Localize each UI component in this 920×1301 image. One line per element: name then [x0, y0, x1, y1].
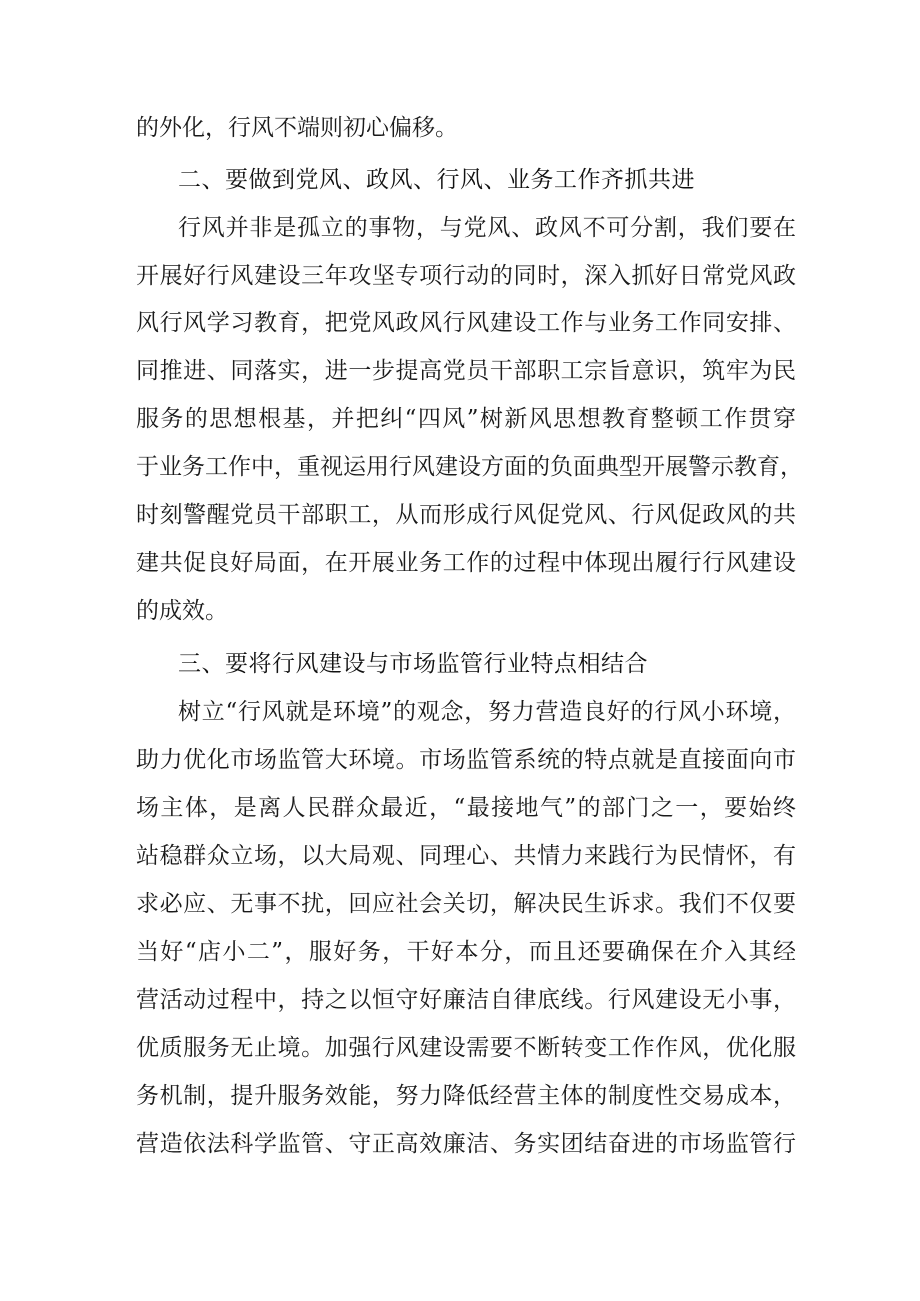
- paragraph-line: 当好“店小二”，服好务，干好本分，而且还要确保在介入其经: [136, 939, 796, 965]
- paragraph-line: 同推进、同落实，进一步提高党员干部职工宗旨意识，筑牢为民: [136, 358, 796, 384]
- section-heading: 二、要做到党风、政风、行风、业务工作齐抓共进: [178, 167, 695, 193]
- paragraph-line: 场主体，是离人民群众最近，“最接地气”的部门之一，要始终: [136, 795, 796, 821]
- paragraph-line: 优质服务无止境。加强行风建设需要不断转变工作作风，优化服: [136, 1035, 796, 1061]
- paragraph-line: 开展好行风建设三年攻坚专项行动的同时，深入抓好日常党风政: [136, 263, 796, 289]
- paragraph-line: 求必应、无事不扰，回应社会关切，解决民生诉求。我们不仅要: [136, 891, 796, 917]
- paragraph-line: 时刻警醒党员干部职工，从而形成行风促党风、行风促政风的共: [136, 502, 796, 528]
- paragraph-line: 树立“行风就是环境”的观念，努力营造良好的行风小环境，: [178, 699, 796, 725]
- paragraph-line: 建共促良好局面，在开展业务工作的过程中体现出履行行风建设: [136, 550, 796, 576]
- paragraph-line: 助力优化市场监管大环境。市场监管系统的特点就是直接面向市: [136, 747, 796, 773]
- paragraph-line: 营造依法科学监管、守正高效廉洁、务实团结奋进的市场监管行: [136, 1131, 796, 1157]
- paragraph-line: 的外化，行风不端则初心偏移。: [136, 115, 458, 141]
- paragraph-line: 行风并非是孤立的事物，与党风、政风不可分割，我们要在: [178, 215, 796, 241]
- paragraph-line: 服务的思想根基，并把纠“四风”树新风思想教育整顿工作贯穿: [136, 406, 796, 432]
- paragraph-line: 务机制，提升服务效能，努力降低经营主体的制度性交易成本，: [136, 1083, 796, 1109]
- section-heading: 三、要将行风建设与市场监管行业特点相结合: [178, 651, 648, 677]
- paragraph-line: 站稳群众立场，以大局观、同理心、共情力来践行为民情怀，有: [136, 843, 796, 869]
- paragraph-line: 营活动过程中，持之以恒守好廉洁自律底线。行风建设无小事，: [136, 987, 796, 1013]
- paragraph-line: 的成效。: [136, 598, 228, 624]
- paragraph-line: 风行风学习教育，把党风政风行风建设工作与业务工作同安排、: [136, 310, 796, 336]
- paragraph-line: 于业务工作中，重视运用行风建设方面的负面典型开展警示教育，: [136, 454, 803, 480]
